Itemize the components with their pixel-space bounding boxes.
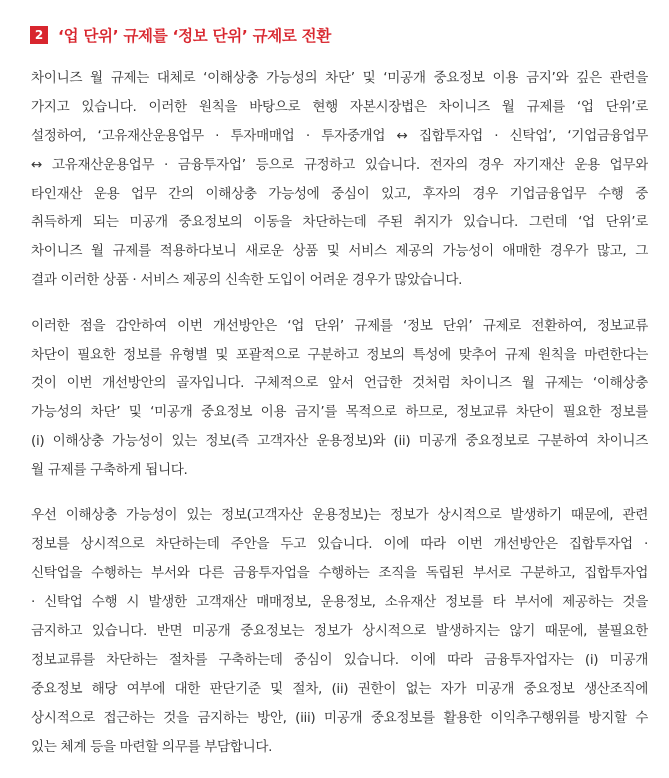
paragraph-line: ↔ 고유재산운용업무 · 금융투자업’ 등으로 규정하고 있습니다. 전자의 경우 자기재산 운용 업무와 (31, 156, 648, 173)
paragraph-line: 금지하고 있습니다. 반면 미공개 중요정보는 정보가 상시적으로 발생하지는 않기 때문에, 불필요한 (31, 623, 648, 640)
paragraph-line: 상시적으로 접근하는 것을 금지하는 방안, (iii) 미공개 중요정보를 활용한 이익추구행위를 방지할 수 (31, 709, 648, 726)
paragraph-line: 이러한 점을 감안하여 이번 개선방안은 ‘업 단위’ 규제를 ‘정보 단위’ 규제로 전환하여, 정보교류 (31, 317, 648, 334)
paragraph-3 (31, 501, 648, 761)
paragraph-line: 우선 이해상충 가능성이 있는 정보(고객자산 운용정보)는 정보가 상시적으로 발생하기 때문에, 관련 (31, 507, 648, 524)
paragraph-line: 있는 체계 등을 마련할 의무를 부담합니다. (31, 738, 273, 755)
article-body (31, 64, 648, 778)
paragraph-line: 설정하여, ‘고유재산운용업무 · 투자매매업 · 투자중개업 ↔ 집합투자업 · 신탁업’, ‘기업금융업무 (31, 127, 648, 144)
paragraph-line: 결과 이러한 상품 · 서비스 제공의 신속한 도입이 어려운 경우가 많았습니다. (31, 272, 463, 289)
paragraph-line: 신탁업을 수행하는 부서와 다른 금융투자업을 수행하는 조직을 독립된 부서로 구분하고, 집합투자업 (31, 565, 648, 582)
paragraph-line: 차이니즈 월 규제를 적용하다보니 새로운 상품 및 서비스 제공의 가능성이 애매한 경우가 많고, 그 (31, 243, 648, 260)
paragraph-line: 차이니즈 월 규제는 대체로 ‘이해상충 가능성의 차단’ 및 ‘미공개 중요정보 이용 금지’와 깊은 관련을 (31, 70, 648, 86)
paragraph-line: · 신탁업 수행 시 발생한 고객재산 매매정보, 운용정보, 소유재산 정보를 타 부서에 제공하는 것을 (31, 594, 648, 611)
paragraph-line: 차단이 필요한 정보를 유형별 및 포괄적으로 구분하고 정보의 특성에 맞추어 규제 원칙을 마련한다는 (31, 346, 648, 363)
paragraph-line: (i) 이해상충 가능성이 있는 정보(즉 고객자산 운용정보)와 (ii) 미공개 중요정보로 구분하여 차이니즈 (31, 433, 648, 450)
paragraph-line: 취득하게 되는 미공개 중요정보의 이동을 차단하는데 주된 취지가 있습니다. 그런데 ‘업 단위’로 (31, 214, 648, 231)
paragraph-line: 정보교류를 차단하는 절차를 구축하는데 중심이 있습니다. 이에 따라 금융투자업자는 (i) 미공개 (31, 651, 648, 668)
paragraph-1 (31, 64, 648, 295)
paragraph-line: 타인재산 운용 업무 간의 이해상충 가능성에 중심이 있고, 후자의 경우 기업금융업무 수행 중 (31, 185, 648, 202)
paragraph-line: 가지고 있습니다. 이러한 원칙을 바탕으로 현행 자본시장법은 차이니즈 월 규제를 ‘업 단위’로 (31, 98, 648, 115)
paragraph-line: 월 규제를 구축하게 됩니다. (31, 462, 188, 479)
section-title: ‘업 단위’ 규제를 ‘정보 단위’ 규제로 전환 (58, 27, 332, 45)
paragraph-line: 정보를 상시적으로 차단하는데 주안을 두고 있습니다. 이에 따라 이번 개선방안은 집합투자업 · (31, 536, 648, 553)
section-heading (30, 24, 331, 46)
paragraph-line: 가능성의 차단’ 및 ‘미공개 중요정보 이용 금지’를 목적으로 하므로, 정보교류 차단이 필요한 정보를 (31, 404, 648, 421)
paragraph-2 (31, 312, 648, 485)
paragraph-line: 것이 이번 개선방안의 골자입니다. 구체적으로 앞서 언급한 것처럼 차이니즈 월 규제는 ‘이해상충 (31, 375, 648, 392)
paragraph-line: 중요정보 해당 여부에 대한 판단기준 및 절차, (ii) 권한이 없는 자가 미공개 중요정보 생산조직에 (31, 680, 648, 697)
section-number-badge: 2 (30, 26, 48, 44)
